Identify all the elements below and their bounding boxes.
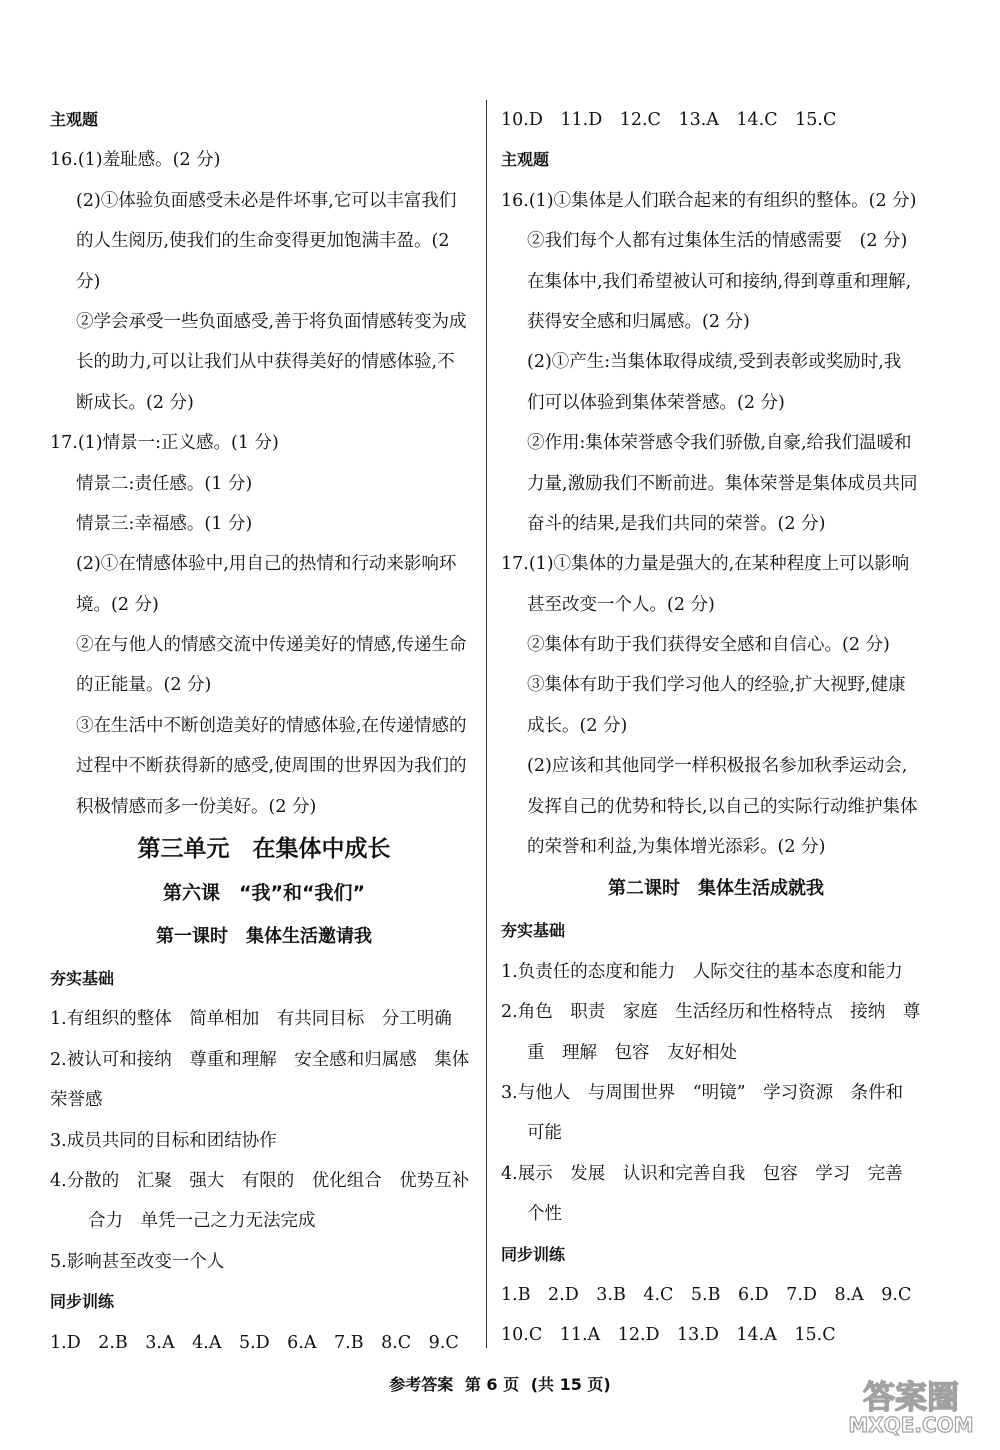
text-line: 甚至改变一个人。(2 分) (527, 594, 715, 615)
lesson-title: 第六课 “我”和“我们” (163, 882, 365, 905)
text-line: 4.展示 发展 认识和完善自我 包容 学习 完善 (501, 1163, 903, 1184)
footer-page-number: 第 6 页 (464, 1375, 520, 1394)
text-line: 过程中不断获得新的感受,使周围的世界因为我们的 (76, 756, 467, 777)
text-line: ②我们每个人都有过集体生活的情感需要 (2 分) (527, 231, 908, 252)
watermark-domain: MXQE.COM (848, 1413, 974, 1436)
watermark-logo (836, 1374, 986, 1436)
text-line: 1.有组织的整体 简单相加 有共同目标 分工明确 (50, 1009, 452, 1030)
text-line: 获得安全感和归属感。(2 分) (527, 311, 750, 332)
section-heading: 同步训练 (50, 1292, 115, 1312)
text-line: 16.(1)羞耻感。(2 分) (50, 150, 221, 171)
text-line: 境。(2 分) (76, 594, 159, 615)
text-line: 的正能量。(2 分) (76, 675, 212, 696)
text-line: 分) (76, 271, 101, 292)
text-line: 合力 单凭一己之力无法完成 (88, 1211, 316, 1232)
text-line: 个性 (527, 1204, 562, 1225)
text-line: 3.与他人 与周围世界 “明镜” 学习资源 条件和 (501, 1082, 904, 1103)
section-heading: 夯实基础 (501, 921, 566, 941)
text-line: ②集体有助于我们获得安全感和自信心。(2 分) (527, 635, 890, 656)
text-line: 3.成员共同的目标和团结协作 (50, 1130, 277, 1151)
text-line: 4.分散的 汇聚 强大 有限的 优化组合 优势互补 (50, 1170, 470, 1191)
period-title: 第二课时 集体生活成就我 (608, 878, 824, 900)
text-line: 发挥自己的优势和特长,以自己的实际行动维护集体 (527, 796, 918, 817)
period-title: 第一课时 集体生活邀请我 (156, 926, 372, 948)
section-heading: 主观题 (50, 110, 99, 129)
section-heading: 夯实基础 (50, 969, 115, 989)
text-line: 力量,激励我们不断前进。集体荣誉是集体成员共同 (527, 473, 918, 494)
right-column (501, 100, 931, 1356)
text-line: (2)①产生:当集体取得成绩,受到表彰或奖励时,我 (527, 352, 902, 373)
text-line: 长的助力,可以让我们从中获得美好的情感体验,不 (76, 352, 455, 373)
unit-title: 第三单元 在集体中成长 (137, 836, 391, 863)
text-line: ③在生活中不断创造美好的情感体验,在传递情感的 (76, 715, 467, 736)
text-line: (2)①在情感体验中,用自己的热情和行动来影响环 (76, 554, 457, 575)
text-line: 成长。(2 分) (527, 715, 628, 736)
section-heading: 主观题 (501, 150, 550, 170)
text-line: 的人生阅历,使我们的生命变得更加饱满丰盈。(2 (76, 231, 450, 252)
text-line: 情景三:幸福感。(1 分) (76, 513, 253, 534)
text-line: (2)应该和其他同学一样积极报名参加秋季运动会, (527, 756, 908, 777)
text-line: 2.被认可和接纳 尊重和理解 安全感和归属感 集体 (50, 1049, 470, 1070)
text-line: 17.(1)①集体的力量是强大的,在某种程度上可以影响 (501, 554, 910, 575)
text-line: 1.D 2.B 3.A 4.A 5.D 6.A 7.B 8.C 9.C (50, 1332, 459, 1353)
text-line: 重 理解 包容 友好相处 (527, 1042, 737, 1063)
text-line: ②学会承受一些负面感受,善于将负面情感转变为成 (76, 311, 467, 332)
section-heading: 同步训练 (501, 1244, 566, 1264)
text-line: 的荣誉和利益,为集体增光添彩。(2 分) (527, 837, 826, 858)
text-line: ②在与他人的情感交流中传递美好的情感,传递生命 (76, 635, 467, 656)
text-line: 积极情感而多一份美好。(2 分) (76, 796, 317, 817)
text-line: 们可以体验到集体荣誉感。(2 分) (527, 392, 785, 413)
text-line: ②作用:集体荣誉感令我们骄傲,自豪,给我们温暖和 (527, 433, 912, 454)
text-line: 5.影响甚至改变一个人 (50, 1251, 225, 1272)
text-line: 10.C 11.A 12.D 13.D 14.A 15.C (501, 1325, 836, 1346)
text-line: ③集体有助于我们学习他人的经验,扩大视野,健康 (527, 675, 906, 696)
text-line: 在集体中,我们希望被认可和接纳,得到尊重和理解, (527, 271, 912, 292)
text-line: 情景二:责任感。(1 分) (76, 473, 253, 494)
text-line: 16.(1)①集体是人们联合起来的有组织的整体。(2 分) (501, 190, 917, 211)
text-line: 2.角色 职责 家庭 生活经历和性格特点 接纳 尊 (501, 1002, 921, 1023)
text-line: 10.D 11.D 12.C 13.A 14.C 15.C (501, 110, 837, 130)
text-line: 17.(1)情景一:正义感。(1 分) (50, 433, 279, 454)
text-line: 奋斗的结果,是我们共同的荣誉。(2 分) (527, 513, 826, 534)
text-line: 荣誉感 (50, 1090, 103, 1111)
left-column (50, 100, 478, 1363)
text-line: 断成长。(2 分) (76, 392, 194, 413)
watermark-brand: 答案圈 (862, 1378, 960, 1416)
text-line: 1.负责任的态度和能力 人际交往的基本态度和能力 (501, 961, 903, 982)
text-line: 可能 (527, 1123, 562, 1144)
text-line: (2)①体验负面感受未必是件坏事,它可以丰富我们 (76, 190, 457, 211)
footer-total-pages: (共 15 页) (530, 1375, 611, 1394)
text-line: 1.B 2.D 3.B 4.C 5.B 6.D 7.D 8.A 9.C (501, 1284, 912, 1305)
footer-label: 参考答案 (389, 1375, 454, 1394)
column-divider (486, 100, 487, 1348)
